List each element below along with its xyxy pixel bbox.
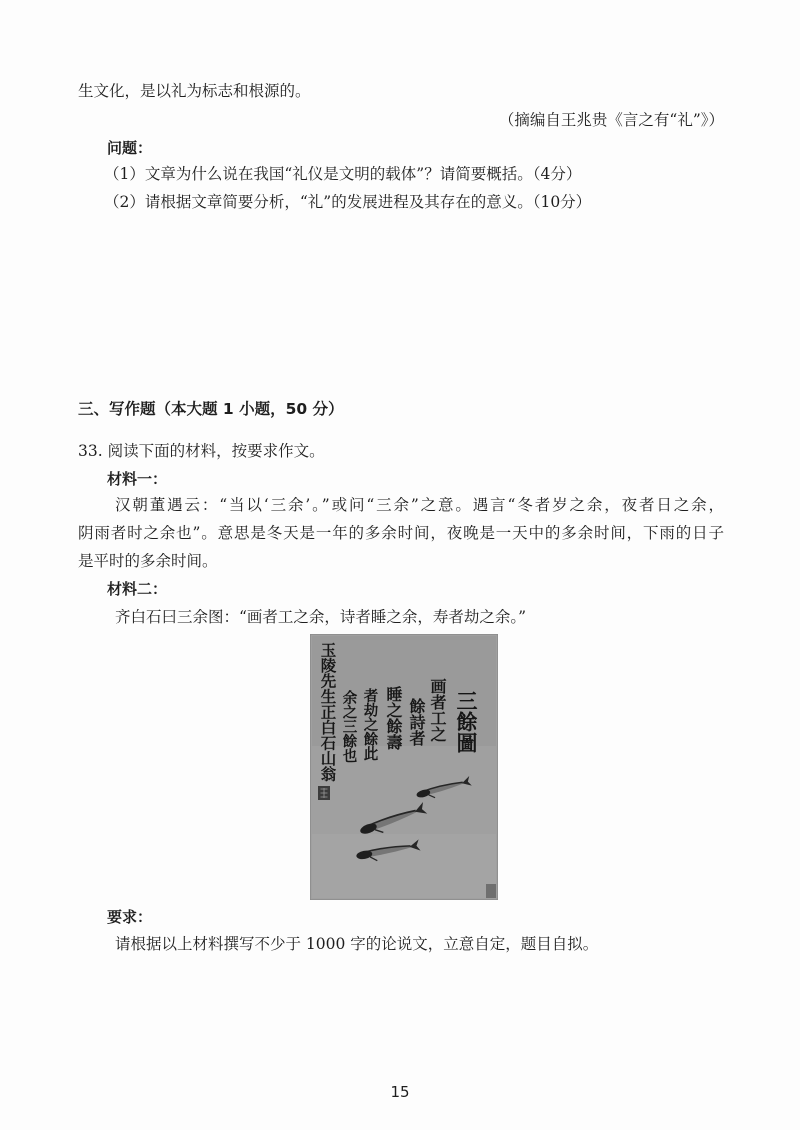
material-one-line: 是平时的多余时间。 <box>78 552 218 570</box>
section-title: 三、写作题（本大题 1 小题，50 分） <box>78 400 344 418</box>
painting-corner-mark <box>486 884 496 898</box>
inscription-column: 者劫之餘此 <box>361 688 379 761</box>
questions-heading: 问题： <box>107 139 153 157</box>
question-item: （2）请根据文章简要分析，“礼”的发展进程及其存在的意义。（10分） <box>104 193 592 211</box>
three-leisures-painting <box>310 634 498 900</box>
inscription-column: 睡之餘壽 <box>384 686 403 750</box>
question-33-prompt: 33. 阅读下面的材料，按要求作文。 <box>78 442 325 460</box>
inscription-title: 三餘圖 <box>454 690 479 753</box>
page-number: 15 <box>390 1083 410 1101</box>
source-note: （摘编自王兆贵《言之有“礼”》） <box>498 111 724 129</box>
material-two-label: 材料二： <box>107 580 168 598</box>
inscription-signature: 玉陵先生正白石山翁 <box>318 642 338 782</box>
material-one-line: 汉朝董遇云：“当以‘三余’。”或问“三余”之意。遇言“冬者岁之余，夜者日之余， <box>115 496 724 514</box>
inscription-column: 餘詩者 <box>407 698 426 746</box>
continuation-text: 生文化，是以礼为标志和根源的。 <box>78 82 311 100</box>
inscription-column: 画者工之 <box>428 678 447 742</box>
seal <box>318 786 330 800</box>
inscription-column: 余之三餘也 <box>340 690 358 763</box>
requirement-text: 请根据以上材料撰写不少于 1000 字的论说文，立意自定，题目自拟。 <box>115 935 599 953</box>
painting-shade <box>312 834 496 898</box>
painting-canvas <box>310 634 498 900</box>
question-item: （1）文章为什么说在我国“礼仪是文明的载体”？请简要概括。（4分） <box>104 165 582 183</box>
material-one-label: 材料一： <box>107 470 168 488</box>
material-two-text: 齐白石曰三余图：“画者工之余，诗者睡之余，寿者劫之余。” <box>115 608 527 626</box>
material-one-line: 阴雨者时之余也”。意思是冬天是一年的多余时间，夜晚是一天中的多余时间，下雨的日子 <box>78 524 724 542</box>
requirement-label: 要求： <box>107 908 153 926</box>
